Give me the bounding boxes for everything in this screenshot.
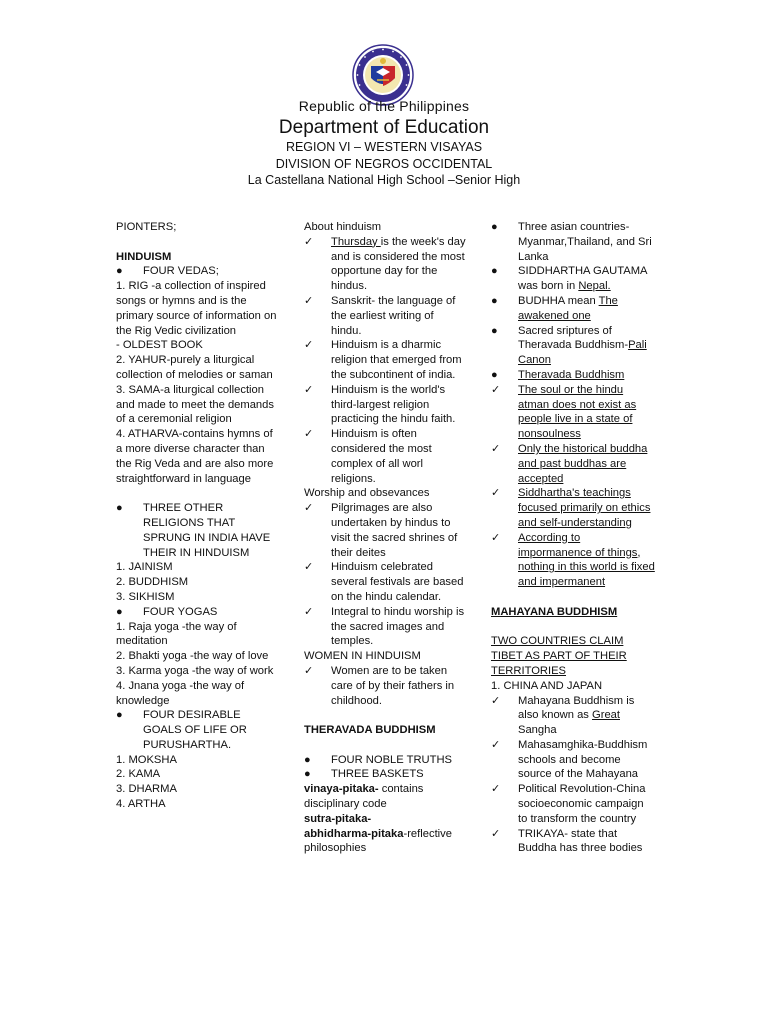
column-buddhism (491, 220, 656, 856)
three-religions-label: THREE OTHER RELIGIONS THAT SPRUNG IN INDIA HAVE THEIR IN HINDUISM (143, 502, 271, 559)
check-item (491, 383, 656, 442)
veda-atharva: 4. ATHARVA-contains hymns of a more diverse character than the Rig Veda and are also more straightforward in language (116, 428, 274, 485)
check-item-text: Mahayana Buddhism is also known as (518, 694, 635, 722)
check-item (304, 501, 466, 560)
noble-truths-bullet (304, 753, 466, 768)
bullet-item (491, 220, 656, 264)
check-item (304, 427, 466, 486)
spacer (116, 486, 281, 501)
china-japan-item: 1. CHINA AND JAPAN (491, 679, 603, 692)
pointers-heading: PIONTERS; (116, 221, 177, 233)
bullet-text: Sacred sriptures of Theravada Buddhism- (518, 324, 629, 352)
goal-item: 4. ARTHA (116, 798, 166, 811)
bullet-item (491, 324, 656, 368)
column-about-hinduism (304, 220, 466, 856)
check-item-text: Mahasamghika-Buddhism schools and become source of the Mahayana (518, 738, 648, 781)
abhidharma-desc: -reflective philosophies (304, 827, 452, 855)
thursday-term: Thursday (331, 235, 381, 248)
goal-item: 1. MOKSHA (116, 753, 177, 766)
check-item-text: TRIKAYA- state that Buddha has three bodies (518, 827, 643, 855)
check-item-text: Women are to be taken care of by their fathers in childhood. (331, 664, 455, 707)
women-heading: WOMEN IN HINDUISM (304, 650, 421, 663)
check-item-text: Political Revolution-China socioeconomic campaign to transform the country (518, 783, 646, 825)
about-hinduism-heading: About hinduism (304, 221, 382, 233)
four-goals-bullet (116, 708, 281, 752)
check-item (304, 338, 466, 382)
check-item-text: Siddhartha's teachings focused primarily on ethics and self-understanding (518, 487, 651, 529)
great-term: Great (592, 709, 620, 722)
vinaya-desc: contains disciplinary code (304, 783, 424, 811)
check-item (304, 235, 466, 294)
theravada-heading: THERAVADA BUDDHISM (304, 724, 436, 737)
check-item-text: Sangha (518, 724, 557, 737)
bullet-text: SIDDHARTHA GAUTAMA was born in (518, 265, 647, 293)
check-item (304, 664, 466, 708)
veda-yahur: 2. YAHUR-purely a liturgical collection of melodies or saman (116, 354, 273, 381)
pali-canon-term: Pali Canon (518, 339, 647, 367)
nepal-term: Nepal. (578, 280, 611, 293)
spacer (491, 590, 656, 605)
four-goals-label: FOUR DESIRABLE GOALS OF LIFE OR PURUSHARTHA. (143, 709, 247, 751)
four-yogas-bullet (116, 605, 281, 620)
three-baskets-bullet (304, 767, 466, 782)
check-item-text: is the week's day and is considered the most opportune day for the hindus. (331, 235, 466, 293)
yoga-item: 1. Raja yoga -the way of meditation (116, 620, 237, 648)
deped-seal-logo (352, 44, 414, 106)
check-item-text: The soul or the hindu atman does not exist as people live in a state of nonsoulness (518, 383, 637, 441)
theravada-term: Theravada Buddhism (518, 368, 625, 381)
division-heading: DIVISION OF NEGROS OCCIDENTAL (275, 157, 493, 171)
religion-item: 1. JAINISM (116, 561, 173, 574)
bullet-item (491, 294, 656, 324)
check-item (304, 605, 466, 649)
column-hinduism (116, 220, 281, 812)
check-item-text: Hinduism is the world's third-largest religion practicing the hindu faith. (331, 383, 456, 426)
worship-heading: Worship and obsevances (304, 487, 430, 500)
bullet-text: Three asian countries- Myanmar,Thailand, and Sri Lanka (518, 221, 652, 263)
religion-item: 3. SIKHISM (116, 590, 175, 603)
three-baskets-label: THREE BASKETS (331, 768, 424, 781)
hinduism-heading: HINDUISM (116, 250, 172, 263)
sutra-term: sutra-pitaka- (304, 812, 372, 825)
bullet-item (491, 264, 656, 294)
mahayana-heading: MAHAYANA BUDDHISM (491, 605, 618, 618)
check-item (491, 442, 656, 486)
region-heading: REGION VI – WESTERN VISAYAS (285, 140, 483, 154)
spacer (304, 738, 466, 753)
veda-rig: 1. RIG -a collection of inspired songs or hymns and is the primary source of information on the Rig Vedic civilization (116, 280, 277, 337)
check-item (304, 383, 466, 427)
check-item (491, 827, 656, 857)
check-item-text: Hinduism is a dharmic religion that emerged from the subcontinent of india. (331, 339, 462, 381)
check-item (304, 560, 466, 604)
noble-truths-label: FOUR NOBLE TRUTHS (331, 753, 453, 766)
yoga-item: 3. Karma yoga -the way of work (116, 664, 274, 677)
abhidharma-term: abhidharma-pitaka (304, 827, 404, 840)
check-item-text: Pilgrimages are also undertaken by hindus to visit the sacred shrines of their deites (331, 502, 458, 559)
four-yogas-label: FOUR YOGAS (143, 605, 218, 618)
check-item (491, 694, 656, 738)
religion-item: 2. BUDDHISM (116, 576, 189, 589)
four-vedas-label: FOUR VEDAS; (143, 265, 219, 278)
check-item (491, 782, 656, 826)
veda-sama: 3. SAMA-a liturgical collection and made to meet the demands of a ceremonial religion (116, 383, 274, 426)
yoga-item: 2. Bhakti yoga -the way of love (116, 650, 269, 663)
goal-item: 2. KAMA (116, 768, 161, 781)
four-vedas-bullet (116, 264, 281, 279)
school-heading: La Castellana National High School –Senior High (247, 173, 521, 187)
department-heading: Department of Education (278, 117, 490, 138)
three-religions-bullet (116, 501, 281, 560)
spacer (491, 620, 656, 635)
spacer (304, 708, 466, 723)
vinaya-term: vinaya-pitaka- (304, 783, 379, 796)
check-item-text: Hinduism is often considered the most complex of all worl religions. (331, 428, 432, 485)
tibet-heading: TWO COUNTRIES CLAIM TIBET AS PART OF THEIR TERRITORIES (491, 635, 627, 677)
check-item-text: Integral to hindu worship is the sacred images and temples. (331, 605, 465, 648)
goal-item: 3. DHARMA (116, 783, 177, 796)
yoga-item: 4. Jnana yoga -the way of knowledge (116, 679, 245, 707)
bullet-item (491, 368, 656, 383)
check-item (491, 486, 656, 530)
bullet-text: BUDHHA mean (518, 294, 599, 307)
abhidharma-entry (304, 827, 466, 857)
check-item (491, 531, 656, 590)
oldest-book-note: - OLDEST BOOK (116, 339, 203, 352)
check-item-text: According to impormanence of things, nothing in this world is fixed and impermanent (518, 531, 655, 589)
vinaya-entry (304, 782, 466, 812)
check-item (491, 738, 656, 782)
check-item-text: Only the historical buddha and past buddhas are accepted (518, 442, 648, 485)
republic-heading: Republic of the Philippines (298, 98, 470, 114)
check-item-text: Hinduism celebrated several festivals are based on the hindu calendar. (331, 561, 464, 603)
spacer (116, 235, 281, 250)
awakened-term: The awakened one (518, 294, 618, 322)
check-item-text: Sanskrit- the language of the earliest writing of hindu. (331, 294, 456, 337)
check-item (304, 294, 466, 338)
